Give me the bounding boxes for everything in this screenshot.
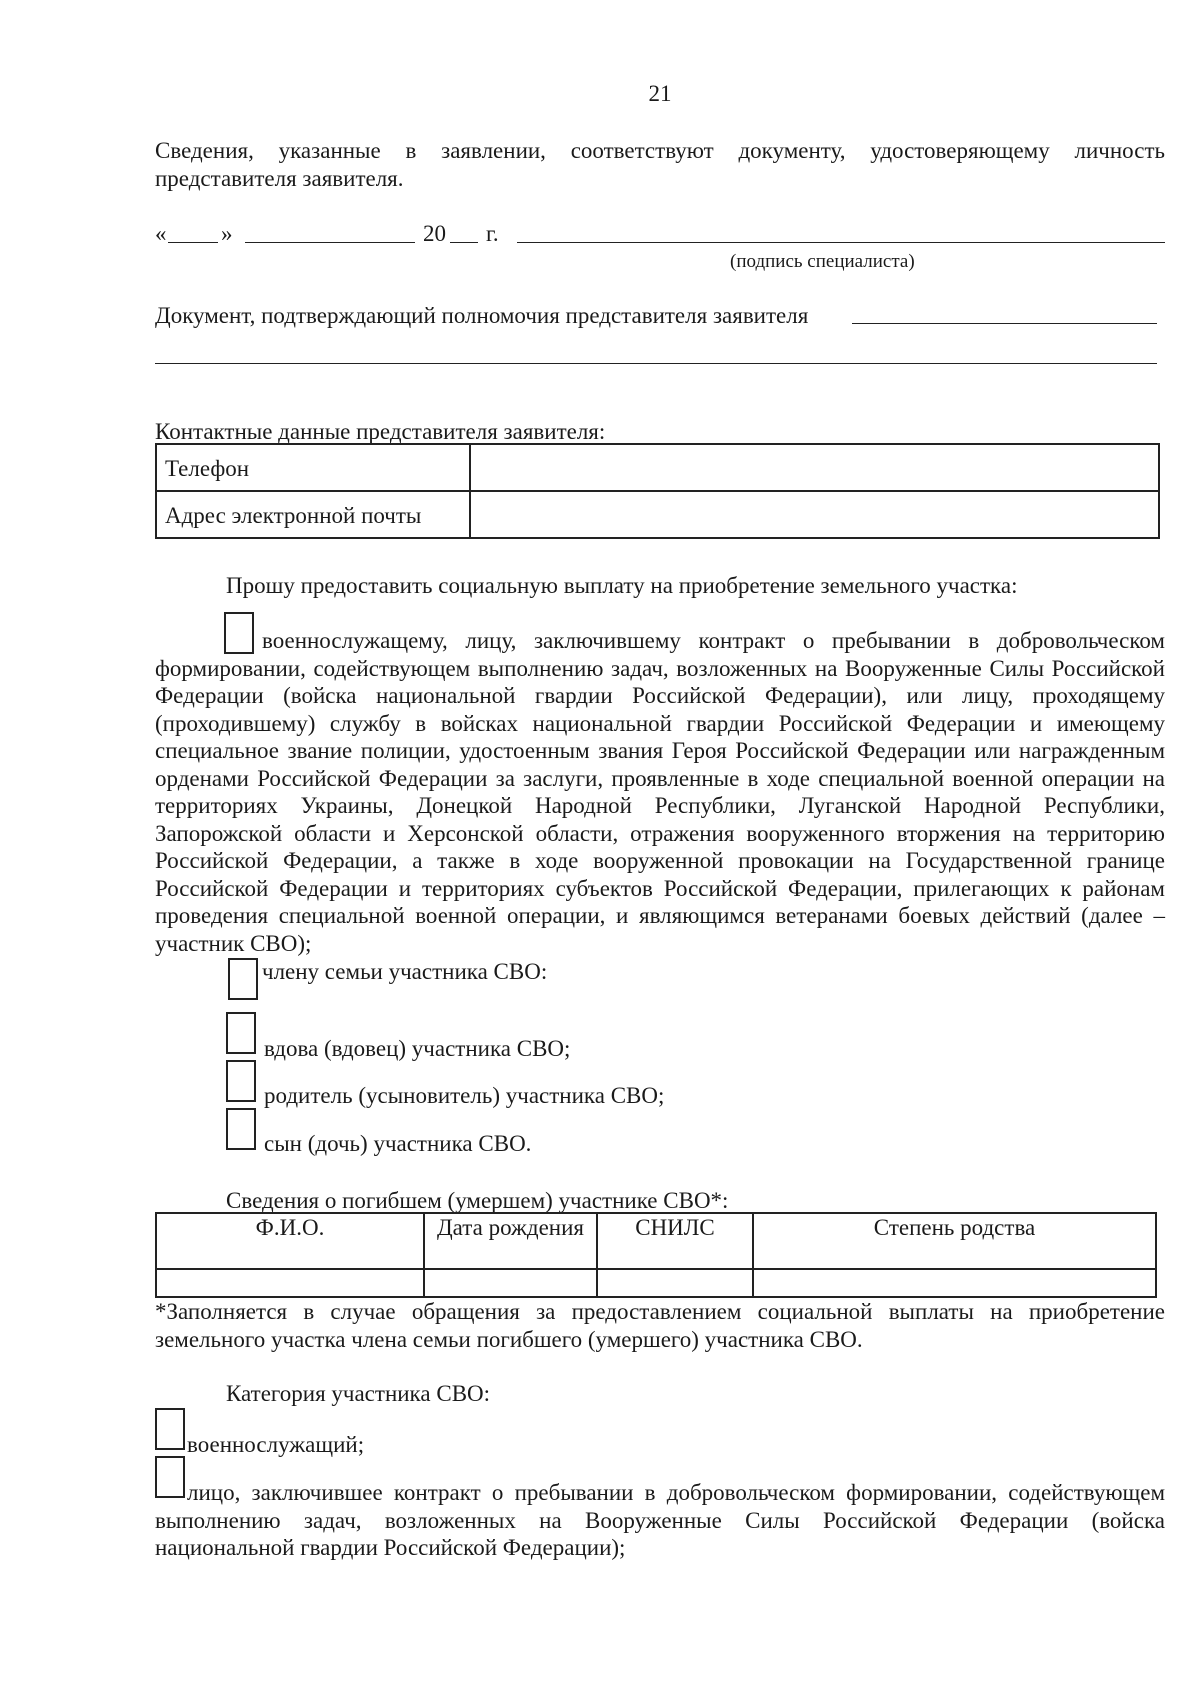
cell-fio[interactable] bbox=[156, 1269, 424, 1297]
date-year-line[interactable] bbox=[450, 242, 478, 243]
cell-snils[interactable] bbox=[597, 1269, 753, 1297]
deceased-footnote: *Заполняется в случае обращения за предоставлением социальной выплаты на приобретение земельного участка члена семьи погибшего (умершего) участника СВО. bbox=[155, 1299, 1165, 1352]
col-birth-date: Дата рождения bbox=[424, 1213, 597, 1269]
phone-field[interactable] bbox=[470, 444, 1159, 491]
col-snils: СНИЛС bbox=[597, 1213, 753, 1269]
option-serviceman-text: военнослужащему, лицу, заключившему контракт о пребывании в добровольческом формировании, содействующем выполнению задач, возложенных на Вооруженные Силы Российской Федерации (войска национальной гвардии Российской Федерации), или лицу, проходящему (проходившему) службу в войсках национальной гвардии Российской Федерации и имеющему специальное звание полиции, удостоенным звания Героя Российской Федерации или награжденным орденами Российской Федерации за заслуги, проявленные в ходе специальной военной операции на территориях Украины, Донецкой Народной Республики, Луганской Народной Республики, Запорожской области и Херсонской области, отражения вооруженного вторжения на территорию Российской Федерации, а также в ходе вооруженной провокации на Государственной границе Российской Федерации и территориях субъектов Российской Федерации, прилегающих к районам проведения специальной военной операции, и являющимся ветеранами боевых действий (далее – участник СВО); bbox=[155, 628, 1165, 956]
phone-label: Телефон bbox=[156, 444, 470, 491]
deceased-table bbox=[155, 1212, 1157, 1298]
cell-birth-date[interactable] bbox=[424, 1269, 597, 1297]
date-close-quote: » bbox=[221, 221, 233, 246]
authority-doc-label: Документ, подтверждающий полномочия представителя заявителя bbox=[155, 303, 809, 328]
cell-relation[interactable] bbox=[753, 1269, 1156, 1297]
deceased-data-row bbox=[156, 1269, 1156, 1297]
checkbox-parent[interactable] bbox=[226, 1060, 256, 1102]
option-widow-text: вдова (вдовец) участника СВО; bbox=[264, 1036, 571, 1061]
date-row bbox=[155, 220, 1165, 250]
date-open-quote: « bbox=[155, 221, 167, 246]
category-heading: Категория участника СВО: bbox=[226, 1381, 491, 1406]
category-volunteer-text: лицо, заключившее контракт о пребывании в добровольческом формировании, содействующем выполнению задач, возложенных на Вооруженные Силы Российской Федерации (войска национальной гвардии Российской Федерации); bbox=[155, 1480, 1165, 1560]
page-number: 21 bbox=[648, 81, 672, 106]
deceased-header-row bbox=[156, 1213, 1156, 1269]
date-day-line[interactable] bbox=[168, 242, 218, 243]
date-month-line[interactable] bbox=[245, 242, 415, 243]
deceased-heading: Сведения о погибшем (умершем) участнике СВО*: bbox=[226, 1188, 729, 1213]
signature-line[interactable] bbox=[517, 242, 1165, 243]
checkbox-widow[interactable] bbox=[226, 1012, 256, 1054]
contacts-row-email bbox=[156, 491, 1159, 538]
authority-doc-line-2[interactable] bbox=[155, 363, 1157, 364]
signature-caption: (подпись специалиста) bbox=[730, 251, 915, 272]
contacts-row-phone bbox=[156, 444, 1159, 491]
contacts-table bbox=[155, 443, 1160, 539]
checkbox-military[interactable] bbox=[155, 1408, 185, 1450]
email-label: Адрес электронной почты bbox=[156, 491, 470, 538]
authority-doc-line-1[interactable] bbox=[852, 323, 1157, 324]
contacts-heading: Контактные данные представителя заявителя: bbox=[155, 419, 606, 444]
option-parent-text: родитель (усыновитель) участника СВО; bbox=[264, 1083, 665, 1108]
col-relation: Степень родства bbox=[753, 1213, 1156, 1269]
option-family-member-text: члену семьи участника СВО: bbox=[262, 959, 548, 984]
checkbox-child[interactable] bbox=[226, 1108, 256, 1150]
category-military-text: военнослужащий; bbox=[187, 1432, 365, 1457]
request-heading: Прошу предоставить социальную выплату на приобретение земельного участка: bbox=[226, 573, 1018, 598]
option-child-text: сын (дочь) участника СВО. bbox=[264, 1131, 532, 1156]
email-field[interactable] bbox=[470, 491, 1159, 538]
checkbox-family-member[interactable] bbox=[228, 958, 258, 1000]
date-year-suffix: г. bbox=[486, 221, 499, 246]
col-fio: Ф.И.О. bbox=[156, 1213, 424, 1269]
date-year-prefix: 20 bbox=[423, 221, 446, 246]
rep-doc-statement: Сведения, указанные в заявлении, соответствуют документу, удостоверяющему личность представителя заявителя. bbox=[155, 138, 1165, 191]
